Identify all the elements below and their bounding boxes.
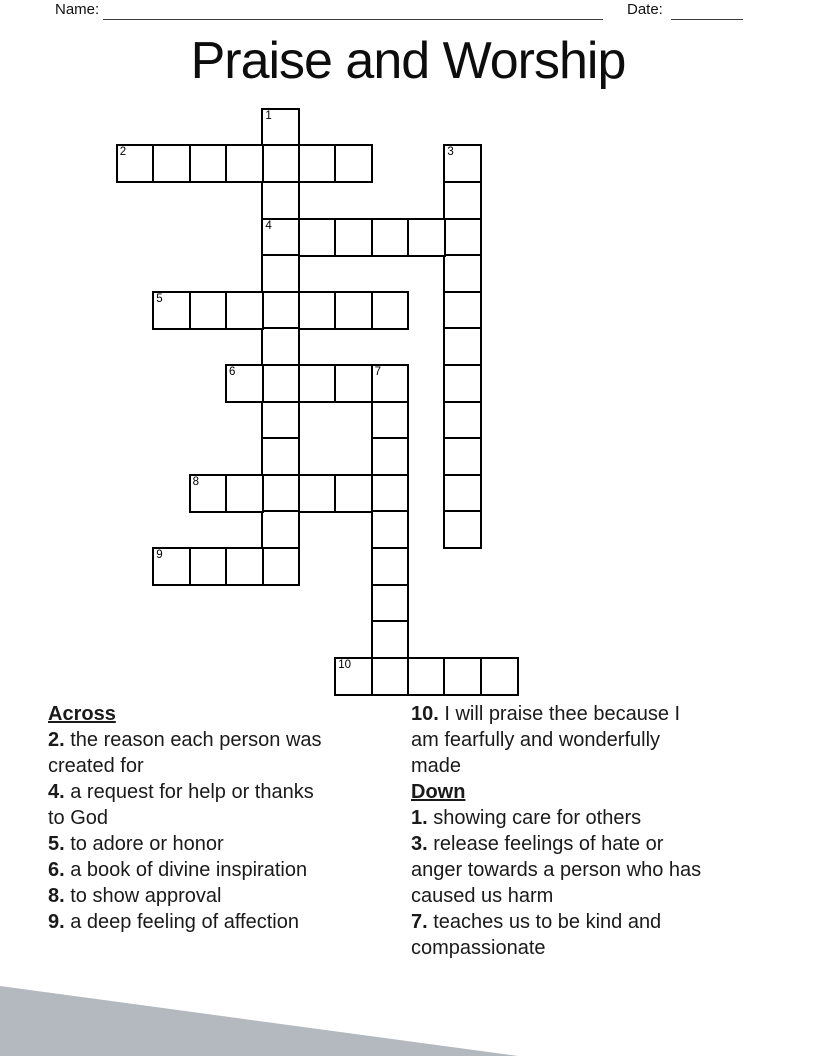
crossword-cell[interactable] — [225, 547, 264, 586]
crossword-cell[interactable] — [116, 144, 155, 183]
crossword-cell[interactable] — [443, 181, 482, 220]
crossword-cell[interactable] — [261, 291, 300, 330]
down-heading: Down — [411, 781, 466, 803]
crossword-cell[interactable] — [261, 547, 300, 586]
crossword-cell[interactable] — [298, 364, 337, 403]
clue-text: the reason each person was created for — [48, 729, 322, 777]
cell-number: 9 — [156, 549, 163, 561]
crossword-cell[interactable] — [298, 144, 337, 183]
crossword-cell[interactable] — [225, 474, 264, 513]
clue-number: 2. — [48, 729, 65, 751]
clue-text: a request for help or thanks to God — [48, 781, 314, 829]
clue-text: teaches us to be kind and compassionate — [411, 911, 662, 959]
crossword-cell[interactable] — [371, 474, 410, 513]
crossword-cell[interactable] — [443, 327, 482, 366]
cell-number: 6 — [229, 366, 236, 378]
cell-number: 10 — [338, 658, 351, 671]
clue-text: showing care for others — [427, 807, 642, 829]
clue-number: 1. — [411, 807, 428, 829]
crossword-cell[interactable] — [189, 144, 228, 183]
clue-item — [48, 831, 331, 857]
clue-item — [48, 727, 331, 779]
crossword-cell[interactable] — [189, 547, 228, 586]
crossword-cell[interactable] — [334, 364, 373, 403]
cell-number: 3 — [447, 146, 454, 159]
cell-number: 4 — [265, 219, 272, 232]
clue-number: 6. — [48, 859, 65, 881]
crossword-cell[interactable] — [443, 510, 482, 549]
clue-text: a book of divine inspiration — [64, 859, 308, 881]
cell-number: 2 — [119, 146, 127, 159]
crossword-cell[interactable] — [371, 547, 410, 586]
cell-number: 7 — [374, 366, 381, 378]
crossword-cell[interactable] — [261, 181, 300, 220]
cell-number: 1 — [265, 109, 272, 122]
crossword-cell[interactable] — [334, 144, 373, 183]
date-label: Date: — [627, 1, 663, 18]
crossword-cell[interactable] — [261, 254, 300, 293]
clue-column-left — [48, 701, 331, 935]
crossword-cell[interactable] — [334, 657, 373, 696]
crossword-cell[interactable] — [334, 474, 373, 513]
crossword-cell[interactable] — [261, 108, 300, 147]
cell-number: 5 — [156, 292, 163, 305]
across-heading: Across — [48, 703, 116, 725]
crossword-cell[interactable] — [371, 620, 410, 659]
cell-number: 8 — [192, 475, 199, 488]
clue-number: 5. — [48, 833, 65, 855]
crossword-cell[interactable] — [261, 327, 300, 366]
page-title: Praise and Worship — [190, 32, 626, 90]
clue-number: 4. — [48, 781, 65, 803]
crossword-cell[interactable] — [443, 474, 482, 513]
crossword-cell[interactable] — [261, 144, 300, 183]
crossword-cell[interactable] — [480, 657, 519, 696]
crossword-cell[interactable] — [371, 584, 410, 623]
clue-text: to show approval — [64, 885, 222, 907]
crossword-cell[interactable] — [371, 364, 410, 403]
crossword-cell[interactable] — [261, 510, 300, 549]
clue-item — [48, 857, 331, 883]
crossword-cell[interactable] — [371, 218, 410, 257]
crossword-cell[interactable] — [407, 218, 446, 257]
crossword-cell[interactable] — [152, 547, 191, 586]
crossword-cell[interactable] — [225, 291, 264, 330]
clue-number: 10. — [411, 703, 439, 725]
crossword-cell[interactable] — [152, 144, 191, 183]
crossword-cell[interactable] — [334, 291, 373, 330]
crossword-cell[interactable] — [261, 218, 300, 257]
crossword-cell[interactable] — [407, 657, 446, 696]
crossword-cell[interactable] — [371, 291, 410, 330]
name-label: Name: — [55, 1, 100, 18]
crossword-cell[interactable] — [443, 291, 482, 330]
clue-text: a deep feeling of affection — [64, 911, 299, 933]
crossword-cell[interactable] — [189, 474, 228, 513]
crossword-cell[interactable] — [334, 218, 373, 257]
crossword-cell[interactable] — [443, 401, 482, 440]
clue-text: to adore or honor — [64, 833, 224, 855]
crossword-cell[interactable] — [298, 474, 337, 513]
crossword-cell[interactable] — [371, 510, 410, 549]
crossword-cell[interactable] — [261, 437, 300, 476]
crossword-cell[interactable] — [443, 254, 482, 293]
crossword-cell[interactable] — [225, 364, 264, 403]
clue-number: 3. — [411, 833, 428, 855]
date-field[interactable] — [671, 18, 743, 20]
crossword-cell[interactable] — [261, 474, 300, 513]
crossword-cell[interactable] — [261, 401, 300, 440]
name-field[interactable] — [103, 18, 603, 20]
clue-item — [411, 701, 710, 779]
crossword-cell[interactable] — [371, 437, 410, 476]
crossword-cell[interactable] — [152, 291, 191, 330]
crossword-cell[interactable] — [443, 218, 482, 257]
clue-item — [48, 883, 331, 909]
crossword-cell[interactable] — [371, 401, 410, 440]
crossword-cell[interactable] — [443, 364, 482, 403]
crossword-cell[interactable] — [298, 218, 337, 257]
clue-item — [48, 909, 331, 935]
clue-text: release feelings of hate or anger towards a person who has caused us harm — [411, 833, 702, 907]
crossword-cell[interactable] — [443, 657, 482, 696]
clue-number: 7. — [411, 911, 428, 933]
clue-number: 8. — [48, 885, 65, 907]
crossword-cell[interactable] — [261, 364, 300, 403]
clue-item — [411, 909, 710, 961]
crossword-cell[interactable] — [443, 144, 482, 183]
crossword-cell[interactable] — [189, 291, 228, 330]
crossword-cell[interactable] — [298, 291, 337, 330]
clue-text: I will praise thee because I am fearfully and wonderfully made — [411, 703, 681, 777]
crossword-cell[interactable] — [371, 657, 410, 696]
clue-column-right — [411, 701, 710, 961]
crossword-cell[interactable] — [225, 144, 264, 183]
clue-number: 9. — [48, 911, 65, 933]
crossword-cell[interactable] — [443, 437, 482, 476]
clue-item — [411, 805, 710, 831]
clue-item — [48, 779, 331, 831]
clue-item — [411, 831, 710, 909]
corner-decoration-graphic — [0, 986, 518, 1056]
